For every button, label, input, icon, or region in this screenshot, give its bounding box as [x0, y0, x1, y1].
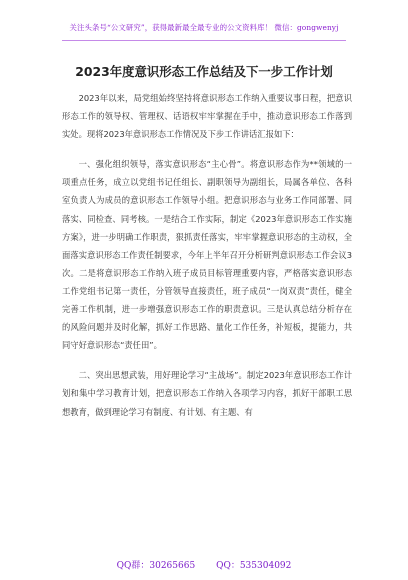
footer-contact	[0, 558, 408, 571]
document-title: 2023年度意识形态工作总结及下一步工作计划	[75, 64, 333, 79]
header-banner-text: 关注头条号“公文研究”，获得最新最全最专业的公文资料库！ 微信：gongwenyj	[69, 23, 339, 32]
paragraph-section-2: 二、突出思想武装，用好理论学习“主战场”。制定2023年意识形态工作计划和集中学习教育计划，把意识形态工作纳入各项学习内容，抓好干部职工思想教育，做到理论学习有制度、有计划、有主题、有	[62, 370, 352, 417]
footer-qq-group: QQ群：30265665	[116, 561, 196, 571]
document-body	[62, 89, 352, 421]
paragraph-intro: 2023年以来，局党组始终坚持将意识形态工作纳入重要议事日程，把意识形态工作的领导权、管理权、话语权牢牢掌握在手中，推动意识形态工作落到实处。现将2023年意识形态工作情况及下步工作讲话汇报如下：	[62, 93, 352, 140]
footer-qq: QQ：535304092	[216, 561, 292, 571]
paragraph-section-1: 一、强化组织领导，落实意识形态“主心骨”。将意识形态作为**领域的一项重点任务，成立以党组书记任组长、副职领导为副组长，局属各单位、各科室负责人为成员的意识形态工作领导小组。把意识形态与业务工作同部署、同落实、同检查、同考核。一是结合工作实际，制定《2023年意识形态工作实施方案》，进一步明确工作职责，狠抓责任落实，牢牢掌握意识形态的主动权，全面落实意识形态工作责任制要求，今年上半年召开分析研判意识形态工作会议3次。二是将意识形态工作纳入班子成员目标管理重要内容，严格落实意识形态工作党组书记第一责任，分管领导直接责任，班子成员“一岗双责”责任，健全完善工作机制，进一步增强意识形态工作的职责意识。三是认真总结分析存在的风险问题并及时化解，抓好工作思路、量化工作任务，补短板，提能力，共同守好意识形态“责任田”。	[62, 159, 352, 351]
header-divider	[62, 40, 346, 41]
header-banner	[0, 0, 408, 52]
paragraph-spacer	[62, 354, 352, 366]
paragraph-spacer	[62, 143, 352, 155]
